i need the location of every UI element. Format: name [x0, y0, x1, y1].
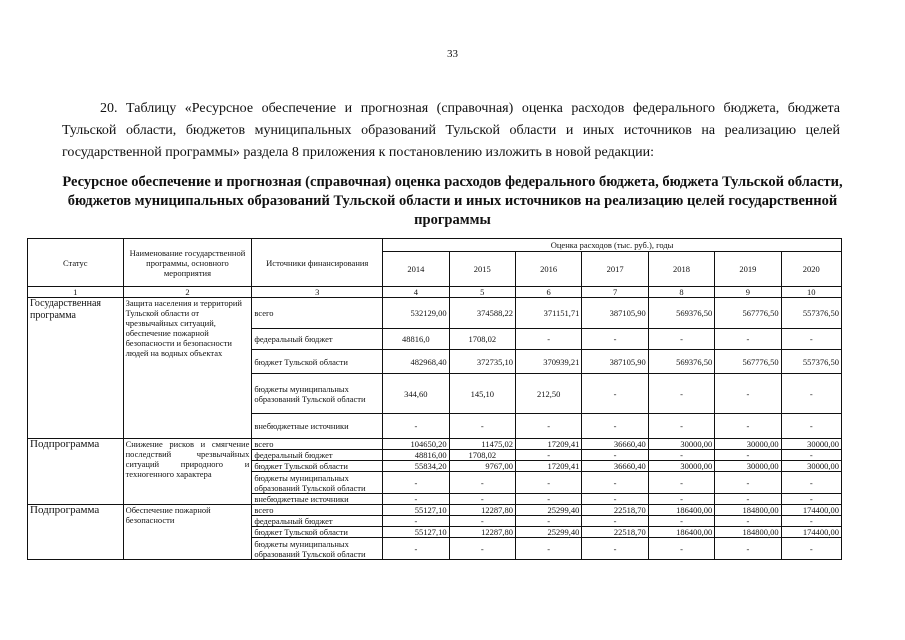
header-status: Статус	[28, 239, 124, 287]
header-sources: Источники финансирования	[252, 239, 383, 287]
value-cell: -	[648, 329, 714, 350]
header-year: 2016	[515, 252, 581, 287]
value-cell: -	[449, 414, 515, 439]
value-cell: -	[449, 472, 515, 494]
source-cell: бюджет Тульской области	[252, 350, 383, 374]
source-cell: всего	[252, 298, 383, 329]
source-cell: всего	[252, 439, 383, 450]
value-cell: -	[648, 472, 714, 494]
value-cell: 17209,41	[515, 439, 581, 450]
value-cell: 9767,00	[449, 461, 515, 472]
page-number: 33	[447, 48, 458, 60]
value-cell: -	[383, 538, 449, 560]
column-number: 9	[715, 287, 781, 298]
value-cell: 212,50	[515, 374, 581, 414]
value-cell: 557376,50	[781, 298, 841, 329]
value-cell: -	[515, 494, 581, 505]
value-cell: 22518,70	[582, 527, 648, 538]
value-cell: 30000,00	[648, 461, 714, 472]
value-cell: -	[449, 494, 515, 505]
program-name-cell: Обеспечение пожарной безопасности	[123, 505, 252, 560]
column-number: 10	[781, 287, 841, 298]
source-cell: внебюджетные источники	[252, 494, 383, 505]
column-number: 1	[28, 287, 124, 298]
value-cell: -	[582, 538, 648, 560]
header-year: 2015	[449, 252, 515, 287]
header-name: Наименование государственной программы, основного мероприятия	[123, 239, 252, 287]
source-cell: бюджет Тульской области	[252, 461, 383, 472]
value-cell: -	[648, 516, 714, 527]
value-cell: 30000,00	[715, 439, 781, 450]
column-number: 4	[383, 287, 449, 298]
value-cell: -	[582, 450, 648, 461]
value-cell: -	[582, 374, 648, 414]
value-cell: 567776,50	[715, 298, 781, 329]
value-cell: 48816,00	[383, 450, 449, 461]
value-cell: -	[715, 450, 781, 461]
value-cell: -	[515, 450, 581, 461]
value-cell: 12287,80	[449, 505, 515, 516]
value-cell: 174400,00	[781, 527, 841, 538]
value-cell: 30000,00	[781, 461, 841, 472]
value-cell: 104650,20	[383, 439, 449, 450]
value-cell: -	[515, 329, 581, 350]
value-cell: -	[449, 538, 515, 560]
value-cell: -	[383, 414, 449, 439]
value-cell: -	[648, 494, 714, 505]
header-year: 2019	[715, 252, 781, 287]
value-cell: 344,60	[383, 374, 449, 414]
value-cell: 11475,02	[449, 439, 515, 450]
value-cell: -	[582, 516, 648, 527]
header-estimate: Оценка расходов (тыс. руб.), годы	[383, 239, 842, 252]
column-number: 2	[123, 287, 252, 298]
value-cell: 17209,41	[515, 461, 581, 472]
value-cell: 25299,40	[515, 527, 581, 538]
program-name-cell: Снижение рисков и смягчение последствий чрезвычайных ситуаций природного и техногенного характера	[123, 439, 252, 505]
value-cell: -	[715, 374, 781, 414]
source-cell: федеральный бюджет	[252, 516, 383, 527]
column-number: 3	[252, 287, 383, 298]
value-cell: 36660,40	[582, 461, 648, 472]
intro-paragraph: 20. Таблицу «Ресурсное обеспечение и прогнозная (справочная) оценка расходов федерального бюджета, бюджета Тульской области, бюджетов муниципальных образований Тульской области и иных источников на реализацию целей государственной программы» раздела 8 приложения к постановлению изложить в новой редакции:	[62, 101, 840, 160]
value-cell: 387105,90	[582, 298, 648, 329]
value-cell: -	[582, 414, 648, 439]
value-cell: -	[515, 516, 581, 527]
value-cell: -	[648, 450, 714, 461]
value-cell: -	[715, 414, 781, 439]
value-cell: 30000,00	[781, 439, 841, 450]
value-cell: -	[715, 516, 781, 527]
source-cell: бюджеты муниципальных образований Тульской области	[252, 472, 383, 494]
value-cell: -	[781, 494, 841, 505]
header-year: 2020	[781, 252, 841, 287]
value-cell: 372735,10	[449, 350, 515, 374]
table-title: Ресурсное обеспечение и прогнозная (справочная) оценка расходов федерального бюджета, бюджета Тульской области, бюджетов муниципальных образований Тульской области и иных источников на реализацию целей государственной программы	[62, 174, 843, 228]
value-cell: -	[383, 472, 449, 494]
value-cell: 370939,21	[515, 350, 581, 374]
value-cell: 1708,02	[449, 329, 515, 350]
value-cell: -	[515, 472, 581, 494]
value-cell: 55127,10	[383, 527, 449, 538]
header-year: 2014	[383, 252, 449, 287]
value-cell: 22518,70	[582, 505, 648, 516]
budget-table	[27, 238, 842, 560]
value-cell: 567776,50	[715, 350, 781, 374]
value-cell: -	[715, 538, 781, 560]
source-cell: бюджеты муниципальных образований Тульской области	[252, 538, 383, 560]
value-cell: -	[449, 516, 515, 527]
value-cell: 482968,40	[383, 350, 449, 374]
value-cell: 174400,00	[781, 505, 841, 516]
value-cell: -	[781, 450, 841, 461]
source-cell: бюджеты муниципальных образований Тульской области	[252, 374, 383, 414]
source-cell: всего	[252, 505, 383, 516]
value-cell: -	[582, 472, 648, 494]
value-cell: 371151,71	[515, 298, 581, 329]
value-cell: -	[648, 374, 714, 414]
value-cell: 569376,50	[648, 350, 714, 374]
value-cell: -	[715, 472, 781, 494]
status-cell: Государственная программа	[28, 298, 124, 439]
value-cell: 1708,02	[449, 450, 515, 461]
value-cell: 55127,10	[383, 505, 449, 516]
source-cell: бюджет Тульской области	[252, 527, 383, 538]
value-cell: 184800,00	[715, 505, 781, 516]
column-number: 5	[449, 287, 515, 298]
column-number: 8	[648, 287, 714, 298]
value-cell: 532129,00	[383, 298, 449, 329]
value-cell: 557376,50	[781, 350, 841, 374]
value-cell: 186400,00	[648, 505, 714, 516]
value-cell: -	[383, 494, 449, 505]
status-cell: Подпрограмма	[28, 439, 124, 505]
value-cell: -	[582, 329, 648, 350]
header-year: 2017	[582, 252, 648, 287]
column-number: 6	[515, 287, 581, 298]
value-cell: -	[715, 329, 781, 350]
value-cell: 30000,00	[648, 439, 714, 450]
value-cell: 184800,00	[715, 527, 781, 538]
value-cell: 30000,00	[715, 461, 781, 472]
value-cell: -	[781, 329, 841, 350]
value-cell: -	[648, 538, 714, 560]
value-cell: -	[383, 516, 449, 527]
column-number: 7	[582, 287, 648, 298]
value-cell: -	[715, 494, 781, 505]
value-cell: -	[582, 494, 648, 505]
value-cell: -	[648, 414, 714, 439]
value-cell: 387105,90	[582, 350, 648, 374]
status-cell: Подпрограмма	[28, 505, 124, 560]
header-year: 2018	[648, 252, 714, 287]
value-cell: -	[515, 538, 581, 560]
source-cell: федеральный бюджет	[252, 329, 383, 350]
value-cell: 145,10	[449, 374, 515, 414]
value-cell: -	[781, 472, 841, 494]
source-cell: федеральный бюджет	[252, 450, 383, 461]
source-cell: внебюджетные источники	[252, 414, 383, 439]
value-cell: 25299,40	[515, 505, 581, 516]
value-cell: -	[781, 414, 841, 439]
value-cell: 374588,22	[449, 298, 515, 329]
value-cell: -	[515, 414, 581, 439]
value-cell: 569376,50	[648, 298, 714, 329]
value-cell: -	[781, 538, 841, 560]
value-cell: 48816,0	[383, 329, 449, 350]
value-cell: 55834,20	[383, 461, 449, 472]
value-cell: 12287,80	[449, 527, 515, 538]
value-cell: -	[781, 374, 841, 414]
value-cell: 186400,00	[648, 527, 714, 538]
value-cell: 36660,40	[582, 439, 648, 450]
program-name-cell: Защита населения и территорий Тульской области от чрезвычайных ситуаций, обеспечение пожарной безопасности и безопасности людей на водных объектах	[123, 298, 252, 439]
value-cell: -	[781, 516, 841, 527]
